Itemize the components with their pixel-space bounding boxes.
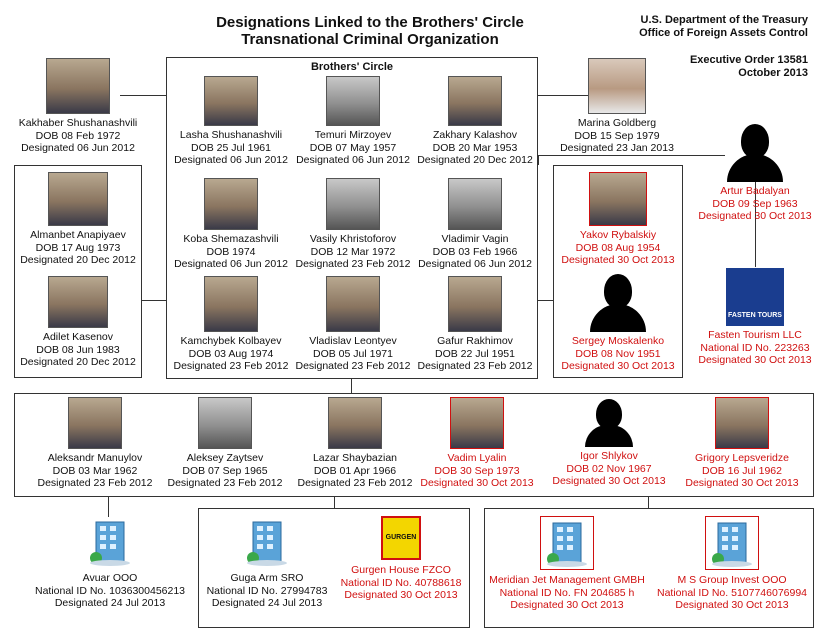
eo-line-1: Executive Order 13581 [689, 54, 808, 66]
person-name: Vadim Lyalin [447, 452, 507, 464]
person-designated: Designated 23 Feb 2012 [167, 477, 283, 489]
entity-name: Avuar OOO [82, 572, 138, 584]
card-aleksey [160, 397, 290, 490]
person-name: Zakhary Kalashov [432, 129, 518, 141]
person-name: Grigory Lepsveridze [695, 452, 789, 464]
person-dob: DOB 09 Sep 1963 [712, 197, 798, 210]
card-adilet [14, 276, 142, 369]
card-ms-group [650, 516, 814, 612]
card-vladislav [292, 276, 414, 373]
person-name: Yakov Rybalskiy [579, 229, 657, 241]
entity-designated: Designated 30 Oct 2013 [675, 599, 789, 611]
card-vasily [292, 178, 414, 271]
person-dob: DOB 07 Sep 1965 [182, 464, 268, 477]
person-designated: Designated 06 Jun 2012 [174, 154, 288, 166]
building-icon [241, 516, 293, 568]
person-name: Almanbet Anapiyaev [30, 229, 126, 241]
person-name: Artur Badalyan [720, 185, 790, 197]
card-vladimir [414, 178, 536, 271]
connector [334, 497, 335, 508]
silhouette-icon [588, 272, 648, 332]
person-designated: Designated 23 Feb 2012 [37, 477, 153, 489]
person-name: Lasha Shushanashvili [179, 129, 283, 141]
person-designated: Designated 23 Feb 2012 [295, 258, 411, 270]
entity-name: Guga Arm SRO [230, 572, 304, 584]
person-designated: Designated 23 Feb 2012 [297, 477, 413, 489]
silhouette-icon [583, 397, 635, 447]
person-dob: DOB 25 Jul 1961 [191, 141, 271, 154]
portrait-photo [448, 76, 502, 126]
agency-block [548, 14, 808, 40]
person-designated: Designated 30 Oct 2013 [685, 477, 799, 489]
entity-designated: Designated 30 Oct 2013 [510, 599, 624, 611]
entity-name: Meridian Jet Management GMBH [489, 574, 645, 586]
fasten-logo [726, 268, 784, 326]
connector [142, 300, 166, 301]
entity-designated: Designated 30 Oct 2013 [344, 589, 458, 601]
card-vadim [412, 397, 542, 490]
person-designated: Designated 23 Feb 2012 [173, 360, 289, 372]
person-designated: Designated 20 Dec 2012 [20, 356, 136, 368]
entity-id: National ID No. 27994783 [206, 584, 328, 597]
entity-name: Gurgen House FZCO [351, 564, 451, 576]
connector [538, 155, 539, 165]
person-designated: Designated 30 Oct 2013 [561, 254, 675, 266]
title-line-2: Transnational Criminal Organization [241, 31, 499, 48]
person-name: Adilet Kasenov [42, 331, 114, 343]
connector [538, 300, 553, 301]
silhouette-icon [725, 122, 785, 182]
gurgen-logo [381, 516, 421, 560]
person-name: Marina Goldberg [577, 117, 657, 129]
portrait-photo [589, 172, 647, 226]
person-name: Sergey Moskalenko [571, 335, 665, 347]
agency-line-1: U.S. Department of the Treasury [640, 14, 808, 26]
person-dob: DOB 07 May 1957 [309, 141, 397, 154]
portrait-photo [588, 58, 646, 114]
card-lazar [290, 397, 420, 490]
portrait-photo [48, 276, 108, 328]
person-designated: Designated 30 Oct 2013 [420, 477, 534, 489]
person-dob: DOB 17 Aug 1973 [35, 241, 121, 254]
person-designated: Designated 30 Oct 2013 [561, 360, 675, 372]
entity-id: National ID No. 223263 [700, 341, 810, 354]
person-name: Kakhaber Shushanashvili [18, 117, 138, 129]
portrait-photo [198, 397, 252, 449]
connector [108, 497, 109, 517]
person-name: Kamchybek Kolbayev [180, 335, 282, 347]
person-dob: DOB 03 Aug 1974 [188, 347, 274, 360]
person-name: Vladislav Leontyev [309, 335, 397, 347]
card-marina [556, 58, 678, 155]
card-kamchybek [170, 276, 292, 373]
portrait-photo [326, 276, 380, 332]
card-yakov [553, 172, 683, 267]
person-dob: DOB 30 Sep 1973 [434, 464, 520, 477]
portrait-photo [204, 178, 258, 230]
card-fasten [690, 268, 820, 367]
fasten-logo-text: FASTEN TOURS [728, 311, 782, 319]
person-dob: DOB 05 Jul 1971 [313, 347, 393, 360]
card-avuar [30, 516, 190, 610]
card-meridian [484, 516, 650, 612]
person-dob: DOB 12 Mar 1972 [310, 245, 396, 258]
person-name: Lazar Shaybazian [312, 452, 398, 464]
card-artur [690, 122, 820, 223]
card-almanbet [14, 172, 142, 267]
portrait-photo [448, 276, 502, 332]
person-designated: Designated 06 Jun 2012 [418, 258, 532, 270]
person-designated: Designated 06 Jun 2012 [174, 258, 288, 270]
person-dob: DOB 22 Jul 1951 [435, 347, 515, 360]
card-gurgen [334, 516, 468, 602]
card-lasha [170, 76, 292, 167]
person-dob: DOB 16 Jul 1962 [702, 464, 782, 477]
person-dob: DOB 08 Feb 1972 [35, 129, 121, 142]
portrait-photo [46, 58, 110, 114]
portrait-photo [328, 397, 382, 449]
card-sergey [553, 272, 683, 373]
portrait-photo [68, 397, 122, 449]
person-dob: DOB 15 Sep 1979 [574, 129, 660, 142]
person-designated: Designated 06 Jun 2012 [21, 142, 135, 154]
card-zakhary [414, 76, 536, 167]
entity-designated: Designated 30 Oct 2013 [698, 354, 812, 366]
person-name: Vasily Khristoforov [309, 233, 397, 245]
entity-name: Fasten Tourism LLC [708, 329, 802, 341]
entity-designated: Designated 24 Jul 2013 [54, 597, 166, 609]
person-dob: DOB 08 Nov 1951 [575, 347, 661, 360]
gurgen-logo-text: GURGEN [385, 533, 417, 541]
brothers-circle-label: Brothers' Circle [310, 61, 394, 73]
chart-title [170, 14, 570, 48]
portrait-photo [204, 76, 258, 126]
building-icon [84, 516, 136, 568]
portrait-photo [448, 178, 502, 230]
entity-name: M S Group Invest OOO [677, 574, 787, 586]
person-designated: Designated 30 Oct 2013 [552, 475, 666, 487]
agency-line-2: Office of Foreign Assets Control [639, 27, 808, 39]
person-name: Vladimir Vagin [441, 233, 509, 245]
person-designated: Designated 06 Jun 2012 [296, 154, 410, 166]
person-dob: DOB 20 Mar 1953 [432, 141, 518, 154]
person-name: Temuri Mirzoyev [314, 129, 392, 141]
person-dob: DOB 03 Mar 1962 [52, 464, 138, 477]
entity-designated: Designated 24 Jul 2013 [211, 597, 323, 609]
person-designated: Designated 23 Feb 2012 [295, 360, 411, 372]
person-dob: DOB 08 Jun 1983 [36, 343, 120, 356]
person-designated: Designated 20 Dec 2012 [417, 154, 533, 166]
person-dob: DOB 03 Feb 1966 [432, 245, 518, 258]
entity-id: National ID No. 5107746076994 [656, 586, 808, 599]
card-igor [544, 397, 674, 488]
connector [351, 379, 352, 393]
entity-id: National ID No. 1036300456213 [34, 584, 186, 597]
person-dob: DOB 02 Nov 1967 [566, 462, 652, 475]
card-gafur [414, 276, 536, 373]
person-dob: DOB 01 Apr 1966 [313, 464, 397, 477]
card-grigory [674, 397, 810, 490]
entity-id: National ID No. FN 204685 h [499, 586, 635, 599]
building-icon [540, 516, 594, 570]
portrait-photo [326, 76, 380, 126]
portrait-photo [715, 397, 769, 449]
portrait-photo [48, 172, 108, 226]
person-designated: Designated 20 Dec 2012 [20, 254, 136, 266]
portrait-photo [204, 276, 258, 332]
person-name: Gafur Rakhimov [437, 335, 513, 347]
card-guga [200, 516, 334, 610]
portrait-photo [450, 397, 504, 449]
person-name: Koba Shemazashvili [183, 233, 279, 245]
person-dob: DOB 08 Aug 1954 [575, 241, 661, 254]
eo-line-2: October 2013 [738, 67, 808, 79]
card-temuri [292, 76, 414, 167]
card-kakhaber [14, 58, 142, 155]
person-name: Aleksandr Manuylov [47, 452, 143, 464]
connector [648, 497, 649, 508]
portrait-photo [326, 178, 380, 230]
building-icon [705, 516, 759, 570]
card-aleksandr [30, 397, 160, 490]
person-dob: DOB 1974 [206, 245, 256, 258]
person-name: Aleksey Zaytsev [186, 452, 264, 464]
person-designated: Designated 23 Feb 2012 [417, 360, 533, 372]
entity-id: National ID No. 40788618 [340, 576, 462, 589]
person-name: Igor Shlykov [580, 450, 638, 462]
title-line-1: Designations Linked to the Brothers' Circle [216, 14, 524, 31]
person-designated: Designated 23 Jan 2013 [560, 142, 674, 154]
person-designated: Designated 30 Oct 2013 [698, 210, 812, 222]
card-koba [170, 178, 292, 271]
